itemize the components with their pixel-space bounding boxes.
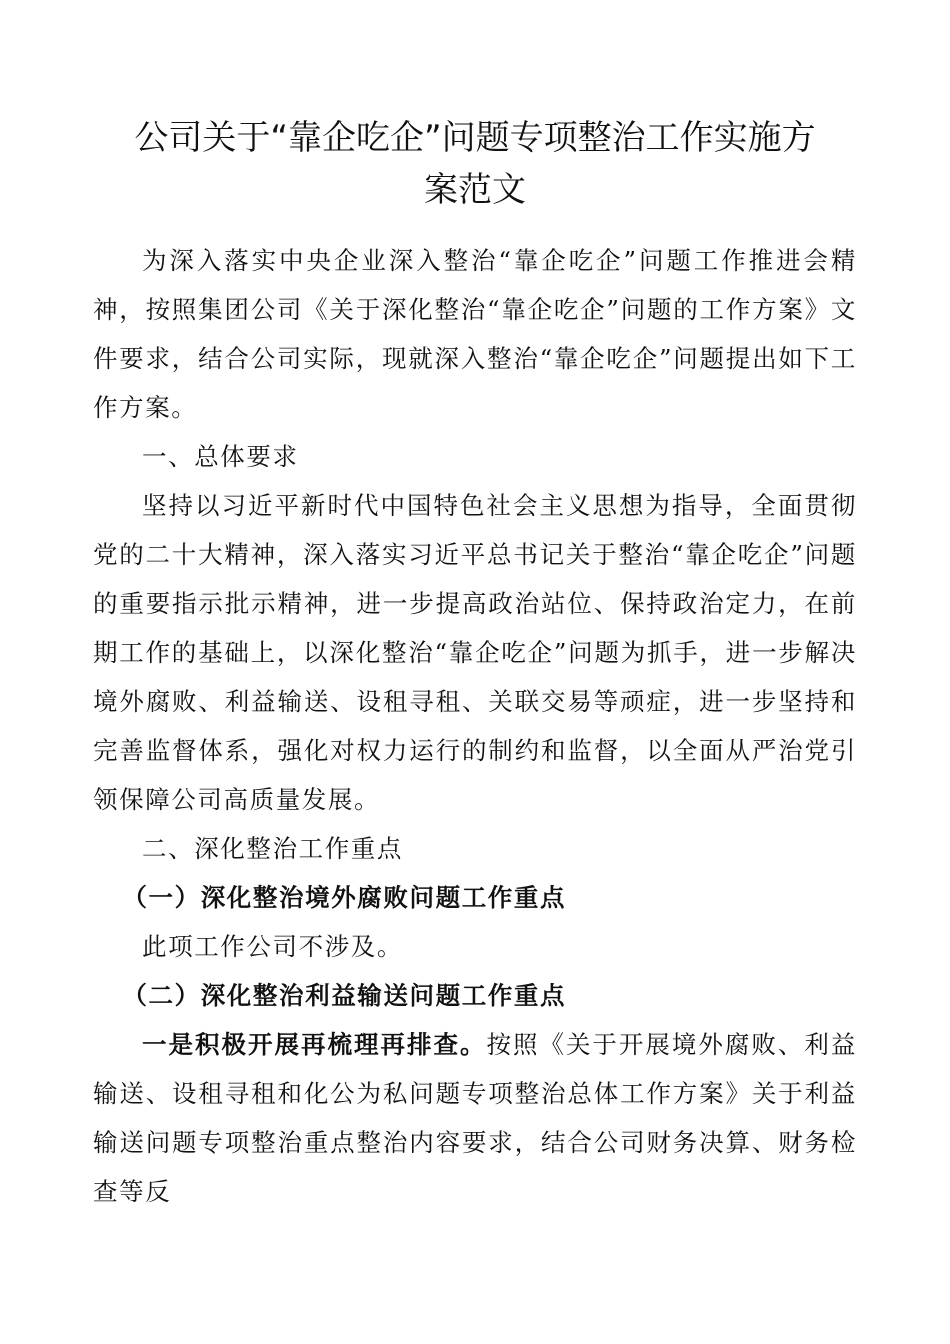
title-line-1: 公司关于“靠企吃企”问题专项整治工作实施方 <box>134 118 816 158</box>
subsection-heading-overseas-corruption: （一）深化整治境外腐败问题工作重点 <box>122 883 567 912</box>
title-line-2: 案范文 <box>424 170 526 210</box>
document-body <box>93 236 857 1216</box>
benefit-transfer-paragraph <box>93 1020 857 1216</box>
general-requirements-paragraph: 坚持以习近平新时代中国特色社会主义思想为指导，全面贯彻党的二十大精神，深入落实习近平总书记关于整治“靠企吃企”问题的重要指示批示精神，进一步提高政治站位、保持政治定力，在前期工作的基础上，以深化整治“靠企吃企”问题为抓手，进一步解决境外腐败、利益输送、设租寻租、关联交易等顽症，进一步坚持和完善监督体系，强化对权力运行的制约和监督，以全面从严治党引领保障公司高质量发展。 <box>93 491 857 814</box>
overseas-corruption-paragraph: 此项工作公司不涉及。 <box>142 932 403 961</box>
section-heading-key-work: 二、深化整治工作重点 <box>142 834 403 863</box>
document-title <box>93 112 857 216</box>
document-content <box>93 112 857 1216</box>
benefit-transfer-text: 按照《关于开展境外腐败、利益输送、设租寻租和化公为私问题专项整治总体工作方案》关于利益输送问题专项整治重点整治内容要求，结合公司财务决算、财务检查等反 <box>93 1030 857 1206</box>
intro-paragraph: 为深入落实中央企业深入整治“靠企吃企”问题工作推进会精神，按照集团公司《关于深化整治“靠企吃企”问题的工作方案》文件要求，结合公司实际，现就深入整治“靠企吃企”问题提出如下工作方案。 <box>93 246 857 422</box>
benefit-transfer-lead: 一是积极开展再梳理再排查。 <box>142 1030 487 1059</box>
subsection-heading-benefit-transfer: （二）深化整治利益输送问题工作重点 <box>122 981 567 1010</box>
section-heading-general-requirements: 一、总体要求 <box>142 442 299 471</box>
